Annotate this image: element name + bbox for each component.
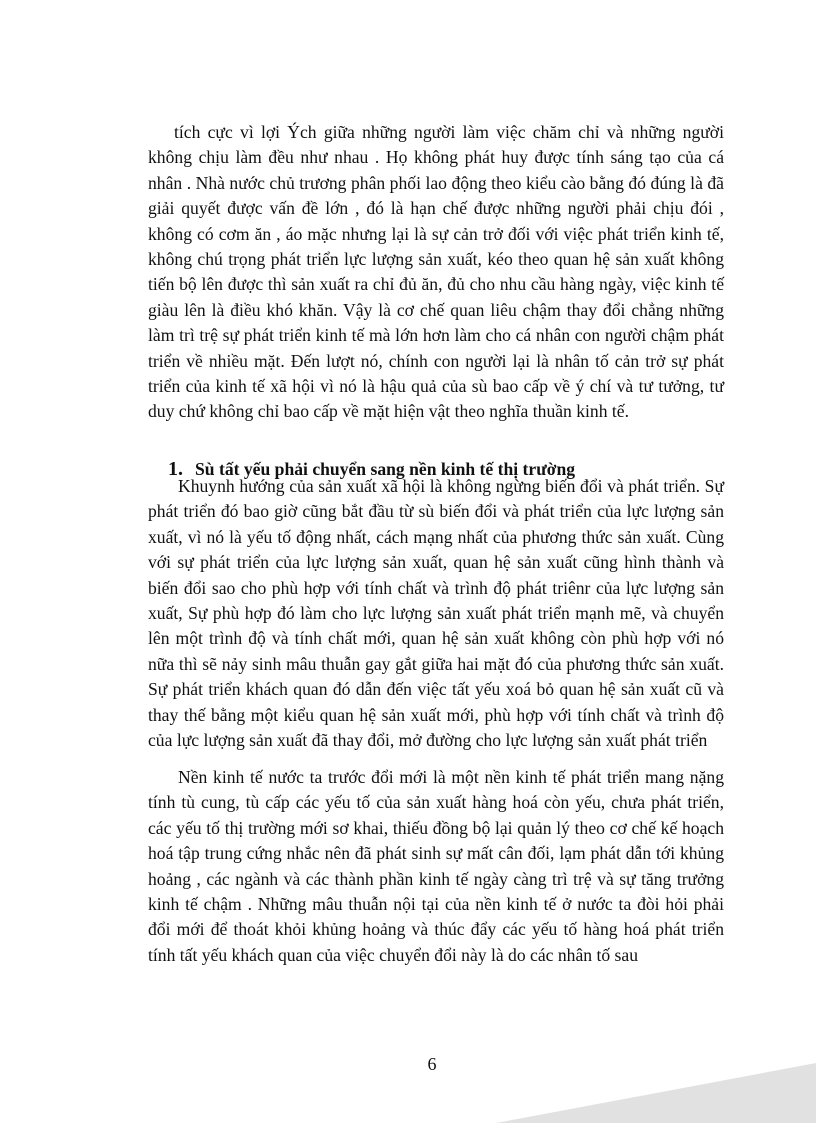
paragraph-1: tích cực vì lợi Ých giữa những người làm việc chăm chỉ và những người không chịu làm đều như nhau . Họ không phát huy được tính sáng tạo của cá nhân . Nhà nước chủ trương phân phối lao động theo kiểu cào bằng đó đúng là đã giải quyết được vấn đề lớn , đó là hạn chế được những người phải chịu đói , không có cơm ăn , áo mặc nhưng lại là sự cản trở đối với việc phát triển kinh tế, không chú trọng phát triển lực lượng sản xuất, kéo theo quan hệ sản xuất không tiến bộ lên được thì sản xuất ra chỉ đủ ăn, đủ cho nhu cầu hàng ngày, việc kinh tế giàu lên là điều khó khăn. Vậy là cơ chế quan liêu chậm thay đổi chẳng những làm trì trệ sự phát triển kinh tế mà lớn hơn làm cho cá nhân con người chậm phát triển về nhiều mặt. Đến lượt nó, chính con người lại là nhân tố cản trở sự phát triển của kinh tế xã hội vì nó là hậu quả của sù bao cấp về ý chí và tư tưởng, tư duy chứ không chỉ bao cấp về mặt hiện vật theo nghĩa thuần kinh tế.: [148, 122, 724, 422]
page-number: 6: [427, 1054, 437, 1074]
paragraph-3: Nền kinh tế nước ta trước đổi mới là một nền kinh tế phát triển mang nặng tính tù cung, tù cấp các yếu tố của sản xuất hàng hoá còn yếu, chưa phát triển, các yếu tố thị trường mới sơ khai, thiếu đồng bộ lại quản lý theo cơ chế kế hoạch hoá tập trung cứng nhắc nên đã phát sinh sự mất cân đối, lạm phát dẫn tới khủng hoảng , các ngành và các thành phần kinh tế ngày càng trì trệ và sự tăng trưởng kinh tế chậm . Những mâu thuẫn nội tại của nền kinh tế ở nước ta đòi hỏi phải đổi mới để thoát khỏi khủng hoảng và thúc đẩy các yếu tố hàng hoá phát triển tính tất yếu khách quan của việc chuyển đổi này là do các nhân tố sau: [148, 767, 724, 965]
section-title: Sù tất yếu phải chuyển sang nền kinh tế thị trường: [195, 459, 576, 479]
paragraph-2: Khuynh hướng của sản xuất xã hội là không ngừng biến đổi và phát triển. Sự phát triển đó bao giờ cũng bắt đầu từ sù biến đổi và phát triển của lực lượng sản xuất, vì nó là yếu tố động nhất, cách mạng nhất của phương thức sản xuất. Cùng với sự phát triển của lực lượng sản xuất, quan hệ sản xuất cũng hình thành và biến đổi sao cho phù hợp với tính chất và trình độ phát triênr của lực lượng sản xuất, Sự phù hợp đó làm cho lực lượng sản xuất phát triển mạnh mẽ, và chuyển lên một trình độ và tính chất mới, quan hệ sản xuất không còn phù hợp với nó nữa thì sẽ nảy sinh mâu thuẫn gay gắt giữa hai mặt đó của phương thức sản xuất. Sự phát triển khách quan đó dẫn đến việc tất yếu xoá bỏ quan hệ sản xuất cũ và thay thế bằng một kiểu quan hệ sản xuất mới, phù hợp với tính chất và trình độ của lực lượng sản xuất đã thay đổi, mở đường cho lực lượng sản xuất phát triển: [148, 476, 724, 751]
section-number: 1.: [168, 458, 183, 480]
